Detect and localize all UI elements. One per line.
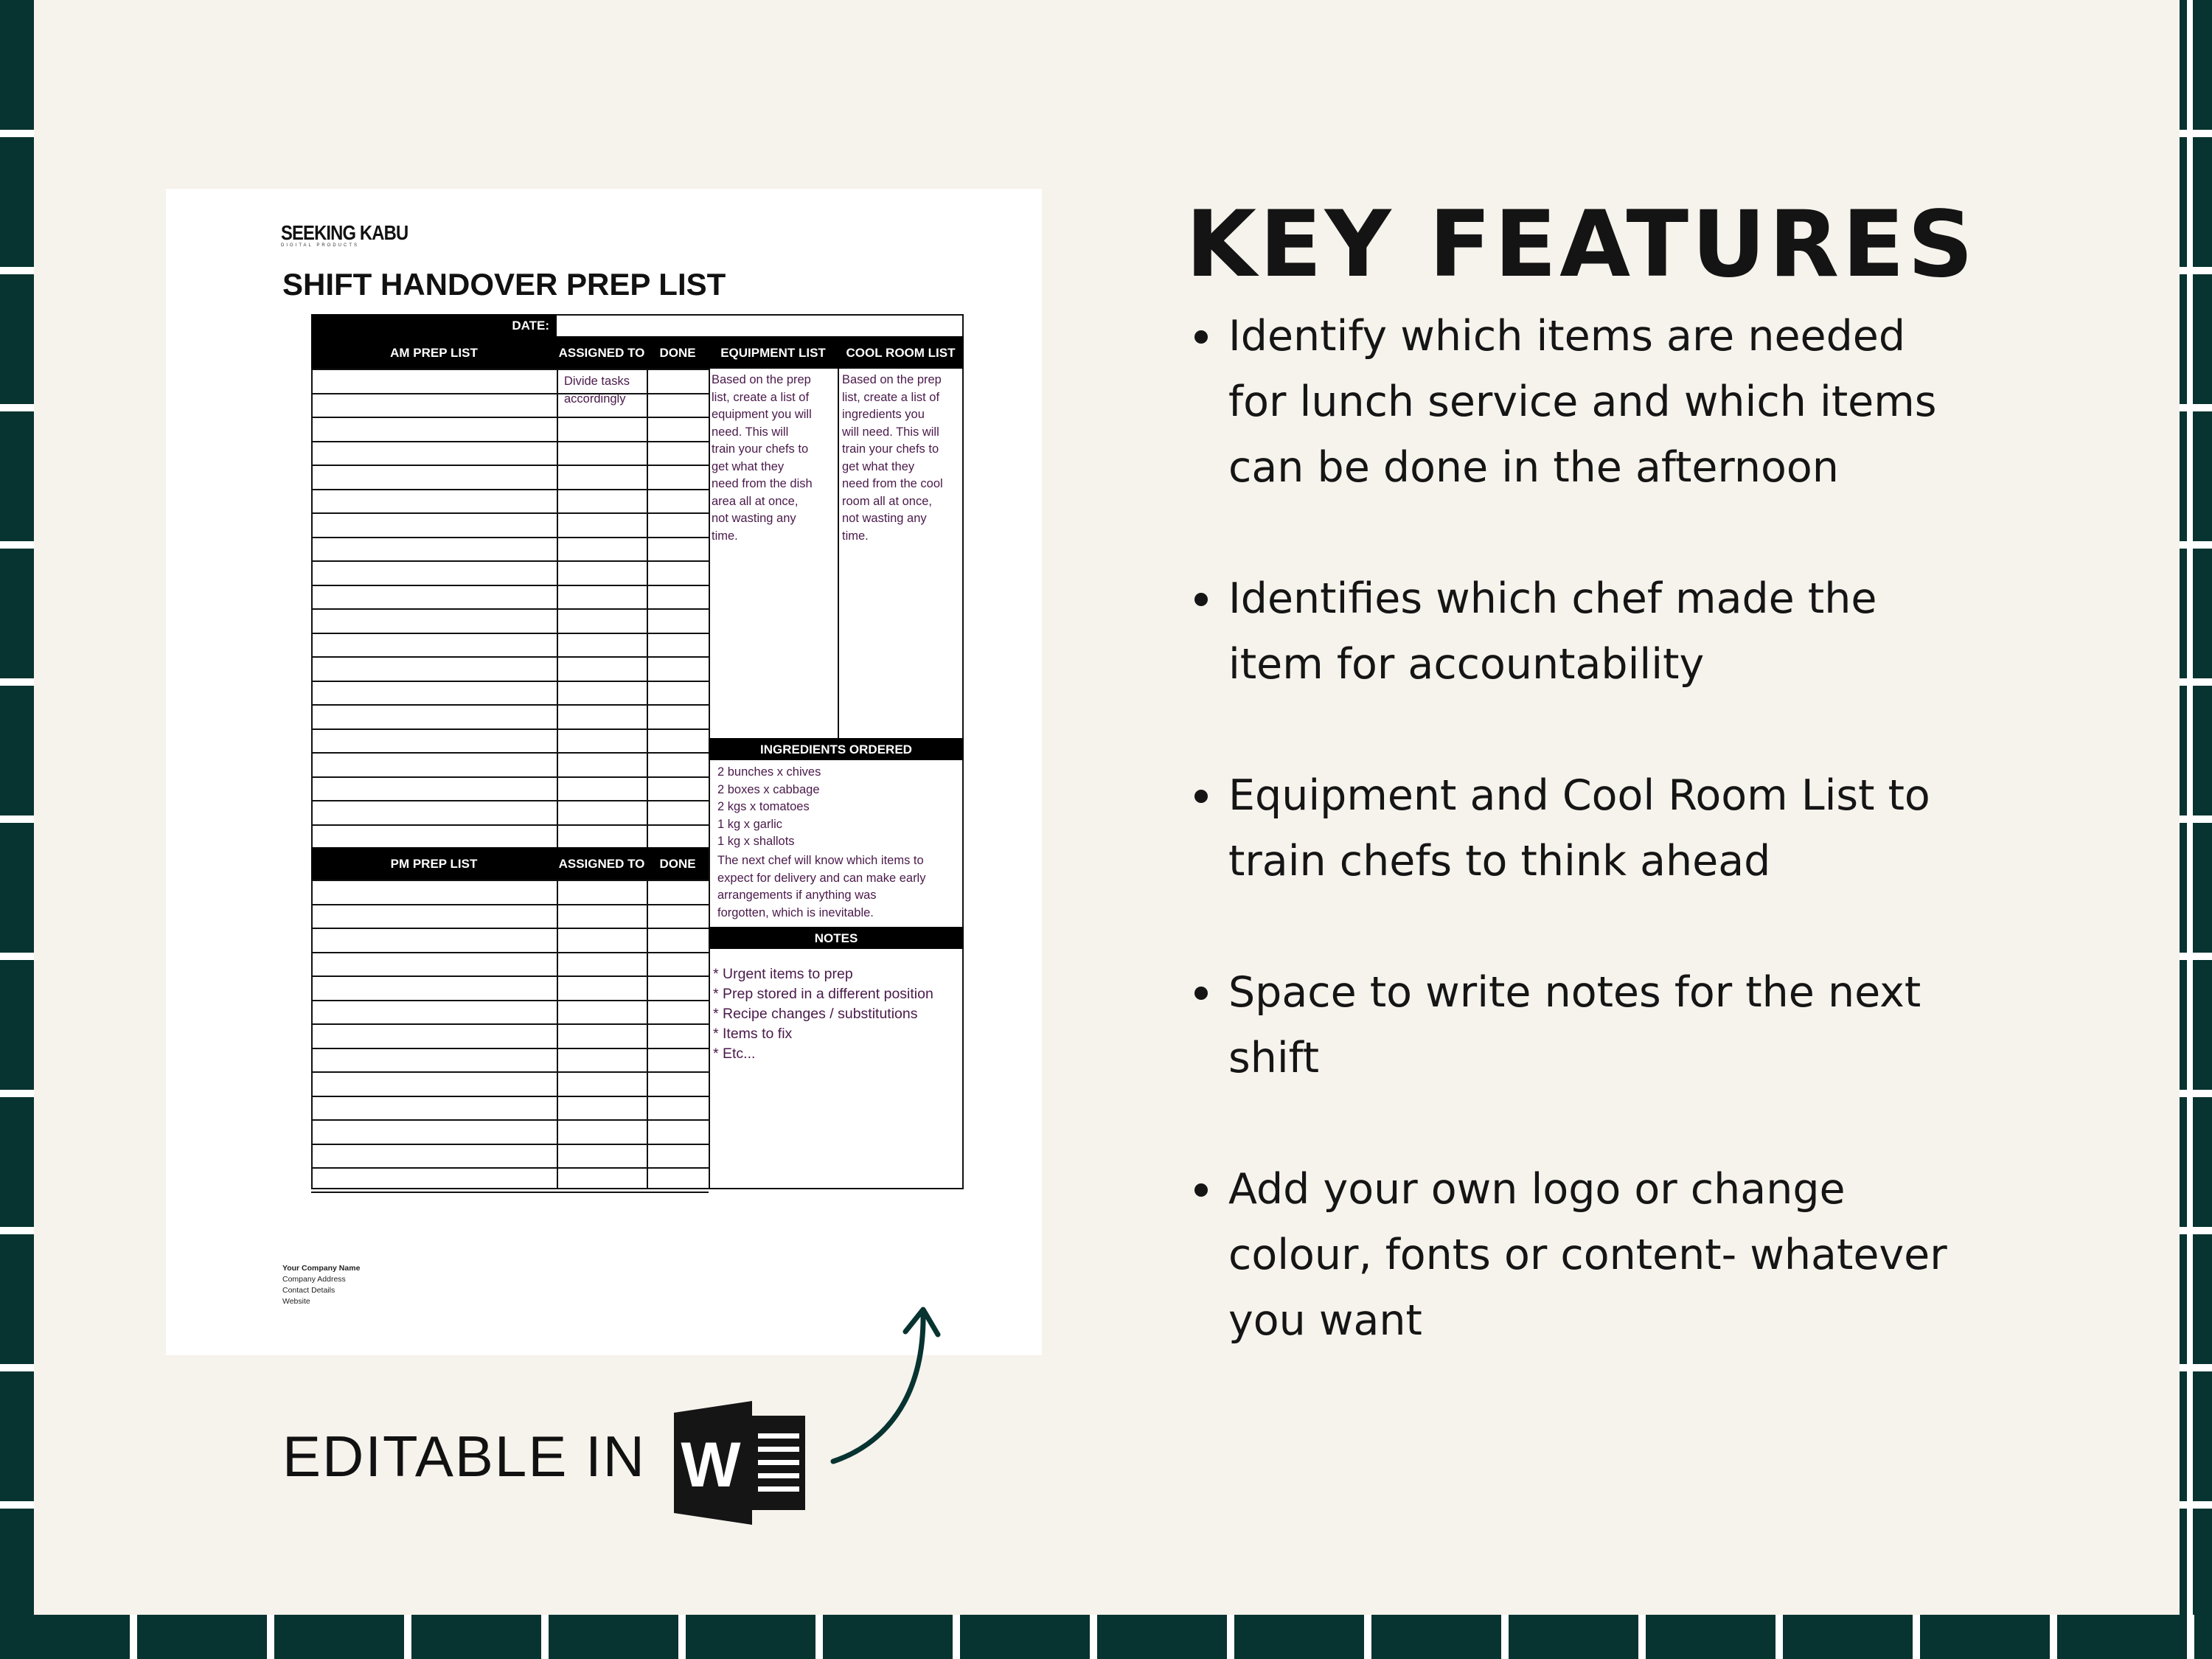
document-preview	[166, 189, 1042, 1355]
brand-subtitle: DIGITAL PRODUCTS	[281, 243, 360, 248]
feature-line: Equipment and Cool Room List to	[1228, 771, 1930, 820]
grid-line	[311, 1000, 709, 1001]
feature-line: Identifies which chef made the	[1228, 574, 1877, 623]
tile-border-right	[2180, 0, 2212, 1659]
ingredients-note: The next chef will know which items to expect for delivery and can make early arrangements if anything was forgotten, which is inevitable.	[717, 854, 926, 919]
grid-line	[311, 1071, 709, 1073]
ingredients-list: 2 bunches x chives 2 boxes x cabbage 2 kgs x tomatoes 1 kg x garlic 1 kg x shallots	[717, 765, 821, 848]
feature-item	[1228, 1157, 2113, 1354]
grid-line	[311, 728, 709, 730]
grid-line	[311, 880, 709, 881]
grid-line	[311, 512, 709, 514]
grid-line	[311, 1096, 709, 1097]
grid-line	[311, 441, 709, 442]
cool-room-text: Based on the prep list, create a list of ingredients you will need. This will train your chefs to get what they need from the cool room all at once, not wasting any time.	[842, 373, 943, 543]
pm-assigned-to-header: ASSIGNED TO	[557, 847, 647, 880]
grid-line	[311, 369, 313, 872]
grid-line	[311, 585, 709, 586]
grid-line	[311, 952, 709, 953]
cool-room-header: COOL ROOM LIST	[838, 336, 964, 369]
feature-item	[1228, 763, 2113, 894]
grid-line	[311, 465, 709, 466]
equipment-text: Based on the prep list, create a list of equipment you will need. This will train your chefs to get what they need from the dish area all at once, not wasting any time.	[712, 373, 813, 543]
grid-line	[311, 880, 313, 1188]
feature-line: you want	[1228, 1296, 1422, 1345]
grid-line	[311, 800, 709, 801]
grid-line	[557, 880, 558, 1188]
feature-item	[1228, 566, 2113, 698]
ingredients-header: INGREDIENTS ORDERED	[709, 738, 964, 760]
grid-line	[311, 656, 709, 658]
content-panel	[34, 0, 2180, 1615]
grid-line	[311, 560, 709, 562]
prep-list-table	[166, 189, 1042, 1355]
grid-line	[311, 369, 709, 370]
grid-line	[311, 1048, 709, 1049]
tile-border-bottom	[0, 1615, 2212, 1659]
tile-border-left	[0, 0, 34, 1659]
grid-line	[557, 314, 964, 316]
grid-line	[311, 633, 709, 634]
grid-line	[311, 1144, 709, 1145]
footer-website: Website	[282, 1297, 310, 1306]
pm-prep-header: PM PREP LIST	[311, 847, 557, 880]
grid-line	[311, 1167, 709, 1169]
pm-done-header: DONE	[647, 847, 709, 880]
notes-header: NOTES	[709, 927, 964, 949]
grid-line	[311, 489, 709, 490]
assigned-note: Divide tasks accordingly	[564, 375, 630, 406]
grid-line	[557, 369, 558, 872]
grid-line	[311, 1023, 709, 1025]
grid-line	[311, 904, 709, 905]
notes-list: * Urgent items to prep * Prep stored in a different position * Recipe changes / substitutions * Items to fix * Etc...	[713, 966, 933, 1062]
grid-line	[647, 880, 648, 1188]
equipment-header: EQUIPMENT LIST	[709, 336, 838, 369]
grid-line	[311, 537, 709, 538]
grid-line	[962, 314, 964, 338]
feature-line: shift	[1228, 1034, 1320, 1082]
grid-line	[311, 928, 709, 929]
grid-line	[709, 369, 710, 872]
feature-line: Add your own logo or change	[1228, 1165, 1846, 1214]
document-title: SHIFT HANDOVER PREP LIST	[282, 267, 726, 302]
brand-name: SEEKING KABU	[281, 221, 408, 244]
grid-line	[311, 608, 709, 610]
feature-line: colour, fonts or content- whatever	[1228, 1231, 1947, 1279]
document-footer	[282, 1263, 360, 1307]
key-features-list	[1228, 304, 2113, 1419]
grid-line	[311, 752, 709, 754]
grid-line	[311, 681, 709, 682]
word-letter: W	[681, 1430, 741, 1500]
grid-line	[311, 1188, 964, 1189]
feature-line: train chefs to think ahead	[1228, 837, 1771, 886]
feature-item	[1228, 960, 2113, 1091]
date-label: DATE:	[311, 314, 557, 336]
grid-line	[838, 369, 839, 738]
feature-line: Space to write notes for the next	[1228, 968, 1921, 1017]
feature-line: item for accountability	[1228, 640, 1705, 689]
feature-line: Identify which items are needed	[1228, 312, 1906, 361]
feature-item	[1228, 304, 2113, 501]
grid-line	[311, 824, 709, 826]
grid-line	[311, 1119, 709, 1121]
feature-line: can be done in the afternoon	[1228, 443, 1839, 492]
key-features-title: KEY FEATURES	[1186, 192, 1977, 298]
grid-line	[311, 417, 709, 418]
grid-line	[647, 369, 648, 872]
footer-contact: Contact Details	[282, 1286, 335, 1295]
curved-arrow-icon	[823, 1298, 970, 1475]
done-header: DONE	[647, 336, 709, 369]
am-prep-header: AM PREP LIST	[311, 336, 557, 369]
footer-address: Company Address	[282, 1275, 346, 1284]
grid-line	[311, 975, 709, 977]
feature-line: for lunch service and which items	[1228, 378, 1937, 426]
editable-in-label: EDITABLE IN	[282, 1424, 647, 1489]
footer-company: Your Company Name	[282, 1264, 361, 1273]
word-icon	[669, 1401, 838, 1525]
grid-line	[311, 704, 709, 706]
grid-line	[709, 872, 710, 1189]
grid-line	[311, 776, 709, 778]
assigned-to-header: ASSIGNED TO	[557, 336, 647, 369]
grid-line	[311, 1192, 709, 1193]
